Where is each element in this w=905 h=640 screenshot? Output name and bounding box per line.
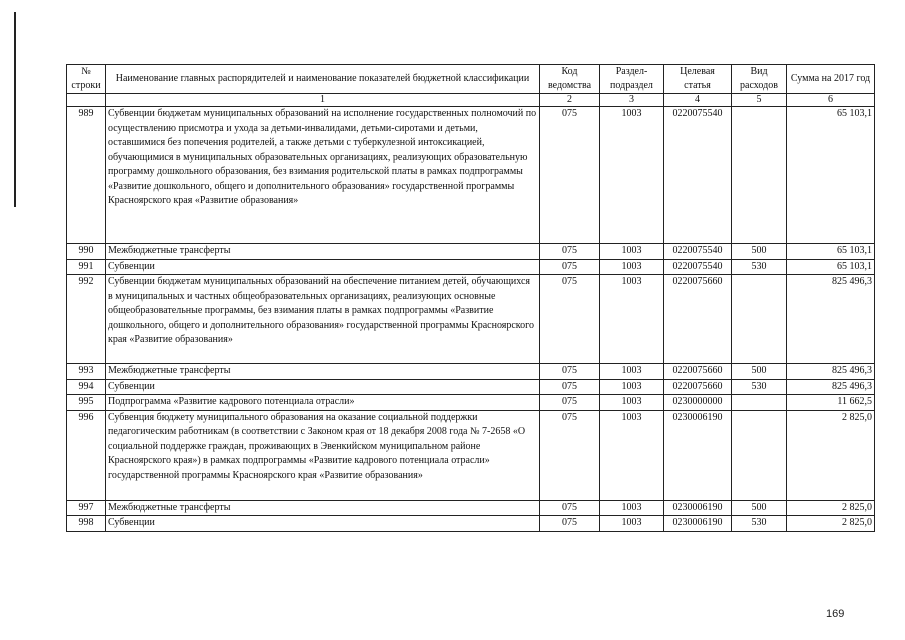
column-index: 5 <box>732 94 787 107</box>
row-type <box>732 410 787 500</box>
row-name: Подпрограмма «Развитие кадрового потенциала отрасли» <box>106 395 540 411</box>
row-target: 0230000000 <box>664 395 732 411</box>
header-target: Целевая статья <box>664 65 732 94</box>
row-section: 1003 <box>600 107 664 244</box>
row-num: 991 <box>67 259 106 275</box>
row-type: 530 <box>732 259 787 275</box>
row-section: 1003 <box>600 516 664 532</box>
row-name: Субвенции <box>106 516 540 532</box>
row-target: 0220075540 <box>664 107 732 244</box>
row-code: 075 <box>540 107 600 244</box>
row-num: 990 <box>67 244 106 260</box>
header-num: № строки <box>67 65 106 94</box>
row-type: 530 <box>732 516 787 532</box>
row-num: 989 <box>67 107 106 244</box>
column-index: 6 <box>787 94 875 107</box>
row-num: 992 <box>67 275 106 364</box>
row-code: 075 <box>540 516 600 532</box>
row-amount: 65 103,1 <box>787 107 875 244</box>
column-index: 1 <box>106 94 540 107</box>
row-amount: 2 825,0 <box>787 516 875 532</box>
row-target: 0230006190 <box>664 410 732 500</box>
row-target: 0220075540 <box>664 244 732 260</box>
row-type <box>732 395 787 411</box>
table-row <box>67 364 875 380</box>
row-section: 1003 <box>600 379 664 395</box>
row-num: 993 <box>67 364 106 380</box>
header-row <box>67 65 875 94</box>
row-type <box>732 275 787 364</box>
budget-table <box>66 64 875 532</box>
column-index-row <box>67 94 875 107</box>
row-code: 075 <box>540 244 600 260</box>
row-section: 1003 <box>600 275 664 364</box>
row-section: 1003 <box>600 395 664 411</box>
row-amount: 825 496,3 <box>787 379 875 395</box>
column-index-blank <box>67 94 106 107</box>
row-name: Субвенции <box>106 379 540 395</box>
row-name: Межбюджетные трансферты <box>106 500 540 516</box>
header-code: Код ведомства <box>540 65 600 94</box>
row-num: 998 <box>67 516 106 532</box>
table-row <box>67 379 875 395</box>
row-name: Субвенции бюджетам муниципальных образований на исполнение государственных полномочий по осуществлению присмотра и ухода за детьми-инвалидами, детьми-сиротами и детьми, оставшимися без попечения родителей, а также детьми с туберкулезной интоксикацией, обучающимися в муниципальных образовательных организациях, реализующих образовательную программу дошкольного образования, без взимания родительской платы в рамках подпрограммы «Развитие дошкольного, общего и дополнительного образования» государственной программы Красноярского края «Развитие образования» <box>106 107 540 244</box>
row-num: 995 <box>67 395 106 411</box>
column-index: 2 <box>540 94 600 107</box>
header-amount: Сумма на 2017 год <box>787 65 875 94</box>
row-amount: 825 496,3 <box>787 364 875 380</box>
row-type: 500 <box>732 244 787 260</box>
row-amount: 2 825,0 <box>787 410 875 500</box>
row-amount: 11 662,5 <box>787 395 875 411</box>
header-type: Вид расходов <box>732 65 787 94</box>
row-type <box>732 107 787 244</box>
row-code: 075 <box>540 275 600 364</box>
row-type: 500 <box>732 364 787 380</box>
header-name: Наименование главных распорядителей и наименование показателей бюджетной классификации <box>106 65 540 94</box>
table-row <box>67 395 875 411</box>
table-row <box>67 410 875 500</box>
row-num: 996 <box>67 410 106 500</box>
row-amount: 65 103,1 <box>787 244 875 260</box>
row-target: 0220075660 <box>664 379 732 395</box>
column-index: 3 <box>600 94 664 107</box>
row-section: 1003 <box>600 259 664 275</box>
row-name: Субвенции бюджетам муниципальных образований на обеспечение питанием детей, обучающихся в муниципальных и частных общеобразовательных организациях, реализующих основные общеобразовательные программы, без взимания платы в рамках подпрограммы «Развитие дошкольного, общего и дополнительного образования» государственной программы Красноярского края «Развитие образования» <box>106 275 540 364</box>
header-section: Раздел-подраздел <box>600 65 664 94</box>
column-index: 4 <box>664 94 732 107</box>
table-row <box>67 259 875 275</box>
table-row <box>67 244 875 260</box>
table-row <box>67 500 875 516</box>
row-amount: 2 825,0 <box>787 500 875 516</box>
row-type: 530 <box>732 379 787 395</box>
row-target: 0220075660 <box>664 364 732 380</box>
row-code: 075 <box>540 379 600 395</box>
row-code: 075 <box>540 410 600 500</box>
row-amount: 825 496,3 <box>787 275 875 364</box>
row-section: 1003 <box>600 500 664 516</box>
row-section: 1003 <box>600 410 664 500</box>
row-code: 075 <box>540 500 600 516</box>
row-name: Межбюджетные трансферты <box>106 364 540 380</box>
row-num: 997 <box>67 500 106 516</box>
row-name: Субвенция бюджету муниципального образования на оказание социальной поддержки педагогическим работникам (в соответствии с Законом края от 18 декабря 2008 года № 7-2658 «О социальной поддержке граждан, проживающих в Эвенкийском муниципальном районе Красноярского края») в рамках подпрограммы «Развитие кадрового потенциала отрасли» государственной программы Красноярского края «Развитие образования» <box>106 410 540 500</box>
row-target: 0220075540 <box>664 259 732 275</box>
row-code: 075 <box>540 259 600 275</box>
row-amount: 65 103,1 <box>787 259 875 275</box>
table-row <box>67 107 875 244</box>
table-row <box>67 275 875 364</box>
table-row <box>67 516 875 532</box>
row-name: Межбюджетные трансферты <box>106 244 540 260</box>
row-num: 994 <box>67 379 106 395</box>
margin-rule <box>14 12 16 207</box>
row-name: Субвенции <box>106 259 540 275</box>
row-type: 500 <box>732 500 787 516</box>
row-target: 0230006190 <box>664 516 732 532</box>
row-section: 1003 <box>600 364 664 380</box>
page-number: 169 <box>826 608 845 620</box>
row-code: 075 <box>540 395 600 411</box>
row-section: 1003 <box>600 244 664 260</box>
row-target: 0220075660 <box>664 275 732 364</box>
row-target: 0230006190 <box>664 500 732 516</box>
row-code: 075 <box>540 364 600 380</box>
